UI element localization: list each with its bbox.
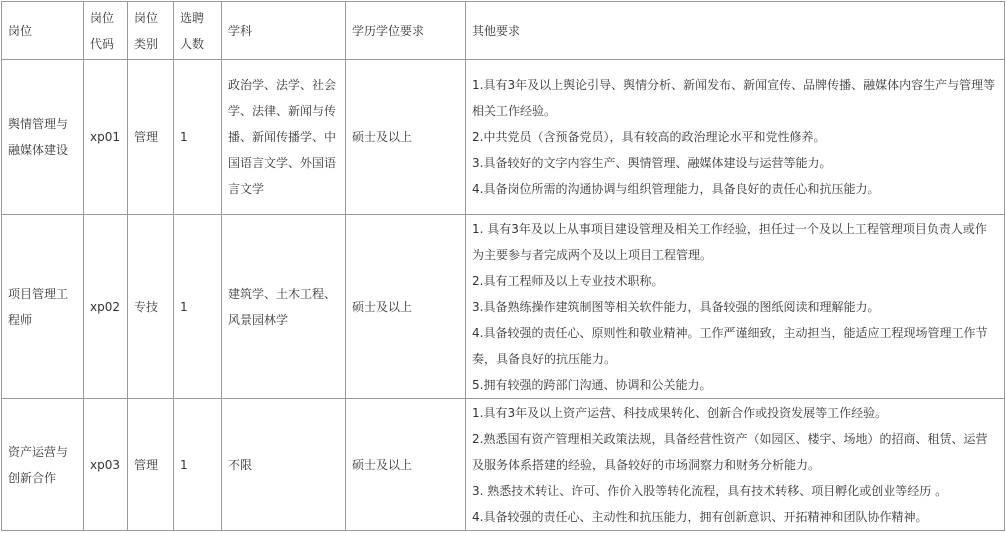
other-requirements-cell — [466, 399, 1005, 531]
discipline-cell: 建筑学、土木工程、风景园林学 — [222, 215, 346, 399]
requirement-item: 5.拥有较强的跨部门沟通、协调和公关能力。 — [472, 377, 712, 392]
requirement-item: 1.具有3年及以上资产运营、科技成果转化、创新合作或投资发展等工作经验。 — [472, 405, 888, 420]
table-row — [2, 60, 1005, 215]
table-header-row — [2, 2, 1005, 60]
count-cell: 1 — [174, 60, 222, 215]
code-cell: xp01 — [84, 60, 128, 215]
requirement-item: 4.具备较强的责任心、主动性和抗压能力，拥有创新意识、开拓精神和团队协作精神。 — [472, 509, 928, 524]
other-requirements-cell — [466, 60, 1005, 215]
category-cell: 管理 — [128, 60, 174, 215]
discipline-cell: 政治学、法学、社会学、法律、新闻与传播、新闻传播学、中国语言文学、外国语言文学 — [222, 60, 346, 215]
header-cell-code: 岗位代码 — [84, 2, 128, 60]
requirement-item: 2.熟悉国有资产管理相关政策法规，具备经营性资产（如园区、楼宇、场地）的招商、租赁、运营及服务体系搭建的经验，具备较好的市场洞察力和财务分析能力。 — [472, 431, 988, 472]
requirement-item: 3.具备熟练操作建筑制图等相关软件能力，具备较强的图纸阅读和理解能力。 — [472, 299, 880, 314]
header-cell-discipline: 学科 — [222, 2, 346, 60]
requirement-item: 2.具有工程师及以上专业技术职称。 — [472, 273, 664, 288]
header-cell-degree: 学历学位要求 — [346, 2, 466, 60]
category-cell: 专技 — [128, 215, 174, 399]
degree-cell: 硕士及以上 — [346, 215, 466, 399]
requirement-item: 3.具备较好的文字内容生产、舆情管理、融媒体建设与运营等能力。 — [472, 156, 832, 170]
requirement-item: 1.具有3年及以上舆论引导、舆情分析、新闻发布、新闻宣传、品牌传播、融媒体内容生产与管理等相关工作经验。 — [472, 78, 996, 118]
requirement-item: 4.具备岗位所需的沟通协调与组织管理能力，具备良好的责任心和抗压能力。 — [472, 182, 880, 196]
count-cell: 1 — [174, 215, 222, 399]
code-cell: xp03 — [84, 399, 128, 531]
header-cell-category: 岗位类别 — [128, 2, 174, 60]
table-row — [2, 399, 1005, 531]
degree-cell: 硕士及以上 — [346, 399, 466, 531]
code-cell: xp02 — [84, 215, 128, 399]
header-cell-count: 选聘人数 — [174, 2, 222, 60]
degree-cell: 硕士及以上 — [346, 60, 466, 215]
post-cell: 资产运营与创新合作 — [2, 399, 84, 531]
category-cell: 管理 — [128, 399, 174, 531]
header-cell-other: 其他要求 — [466, 2, 1005, 60]
table-row — [2, 215, 1005, 399]
discipline-cell: 不限 — [222, 399, 346, 531]
requirement-item: 4.具备较强的责任心、原则性和敬业精神。工作严谨细致，主动担当，能适应工程现场管理工作节奏，具备良好的抗压能力。 — [472, 325, 988, 366]
requirement-item: 2.中共党员（含预备党员），具有较高的政治理论水平和党性修养。 — [472, 130, 826, 144]
requirement-item: 3. 熟悉技术转让、许可、作价入股等转化流程，具有技术转移、项目孵化或创业等经历 。 — [472, 483, 948, 498]
other-requirements-cell — [466, 215, 1005, 399]
recruitment-table — [1, 1, 1005, 531]
count-cell: 1 — [174, 399, 222, 531]
post-cell: 项目管理工程师 — [2, 215, 84, 399]
post-cell: 舆情管理与融媒体建设 — [2, 60, 84, 215]
header-cell-post: 岗位 — [2, 2, 84, 60]
requirement-item: 1. 具有3年及以上从事项目建设管理及相关工作经验，担任过一个及以上工程管理项目负责人或作为主要参与者完成两个及以上项目工程管理。 — [472, 221, 987, 262]
